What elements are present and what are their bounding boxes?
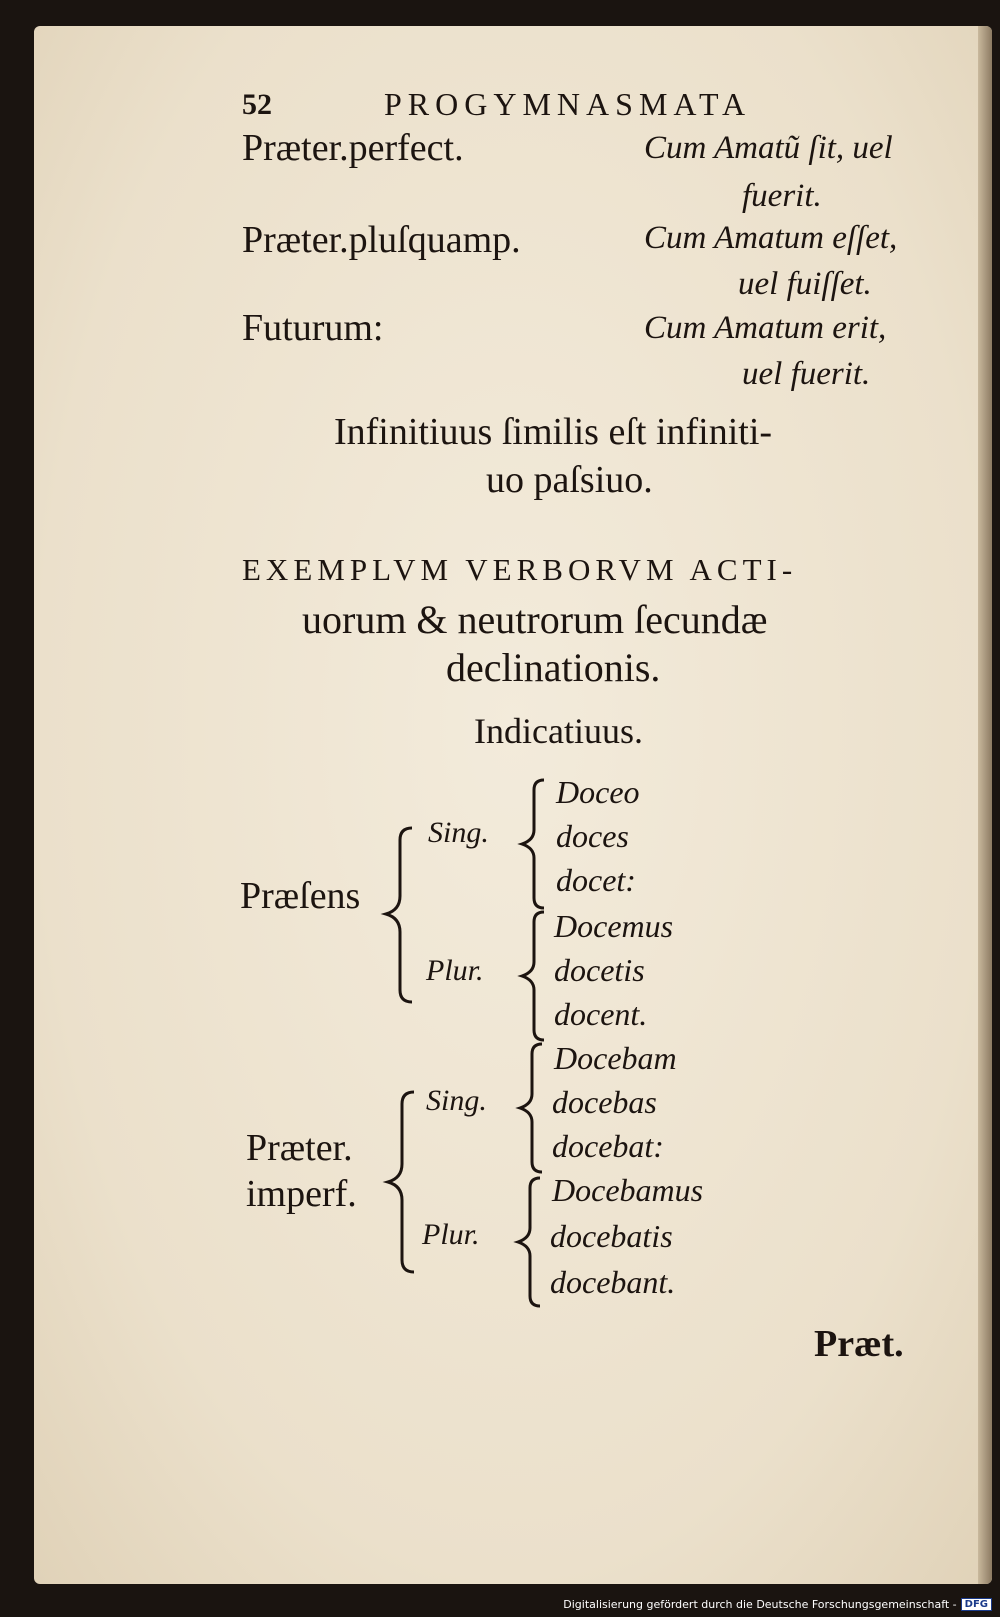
verb-form: Doceo [556, 774, 640, 810]
mood-label: Indicatiuus. [474, 711, 643, 751]
number-brace [512, 910, 552, 1044]
tense-brace [378, 1090, 422, 1276]
row-label-perfect: Præter.perfect. [242, 127, 464, 169]
row-form: Cum Amatum erit, [644, 310, 887, 346]
credit-text: Digitalisierung gefördert durch die Deutsche Forschungsgemeinschaft - [563, 1598, 957, 1611]
tense-label-present: Præſens [240, 875, 361, 917]
row-form: uel fuiſſet. [738, 266, 872, 302]
number-brace [510, 1042, 550, 1176]
verb-form: Docebamus [552, 1172, 704, 1208]
note-line-1: Infinitiuus ſimilis eſt infiniti- [334, 411, 773, 453]
number-label-singular: Sing. [426, 1084, 487, 1117]
verb-form: docet: [556, 862, 636, 898]
verb-form: docent. [554, 996, 648, 1032]
verb-form: docebas [552, 1084, 657, 1120]
tense-label-imperfect: Præter. [246, 1127, 353, 1169]
row-form: uel fuerit. [742, 356, 871, 392]
verb-form: doces [556, 818, 629, 854]
page-edge [978, 26, 992, 1584]
number-label-singular: Sing. [428, 816, 489, 849]
row-label-future: Futurum: [242, 307, 384, 349]
section-heading: EXEMPLVM VERBORVM ACTI- [242, 552, 798, 587]
row-form: Cum Amatum eſſet, [644, 220, 898, 256]
verb-form: docebant. [550, 1264, 676, 1300]
number-label-plural: Plur. [422, 1218, 480, 1251]
page-number: 52 [242, 88, 272, 121]
catchword: Præt. [814, 1323, 904, 1365]
row-form: fuerit. [742, 178, 822, 214]
row-label-pluperfect: Præter.pluſquamp. [242, 219, 521, 261]
verb-form: docebatis [550, 1218, 673, 1254]
number-label-plural: Plur. [426, 954, 484, 987]
verb-form: Docebam [554, 1040, 677, 1076]
book-page [34, 26, 992, 1584]
digitization-credit [563, 1598, 992, 1611]
section-heading-line-2: uorum & neutrorum ſecundæ [302, 597, 768, 642]
row-form: Cum Amatũ ſit, uel [644, 130, 893, 166]
tense-label-imperfect: imperf. [246, 1173, 357, 1215]
note-line-2: uo paſsiuo. [486, 459, 653, 501]
section-heading-line-3: declinationis. [446, 645, 661, 690]
running-title: PROGYMNASMATA [384, 86, 752, 122]
dfg-logo: DFG [961, 1598, 992, 1611]
verb-form: Docemus [554, 908, 674, 944]
verb-form: docebat: [552, 1128, 664, 1164]
tense-brace [378, 826, 418, 1006]
verb-form: docetis [554, 952, 645, 988]
number-brace [512, 778, 552, 912]
number-brace [508, 1176, 548, 1310]
